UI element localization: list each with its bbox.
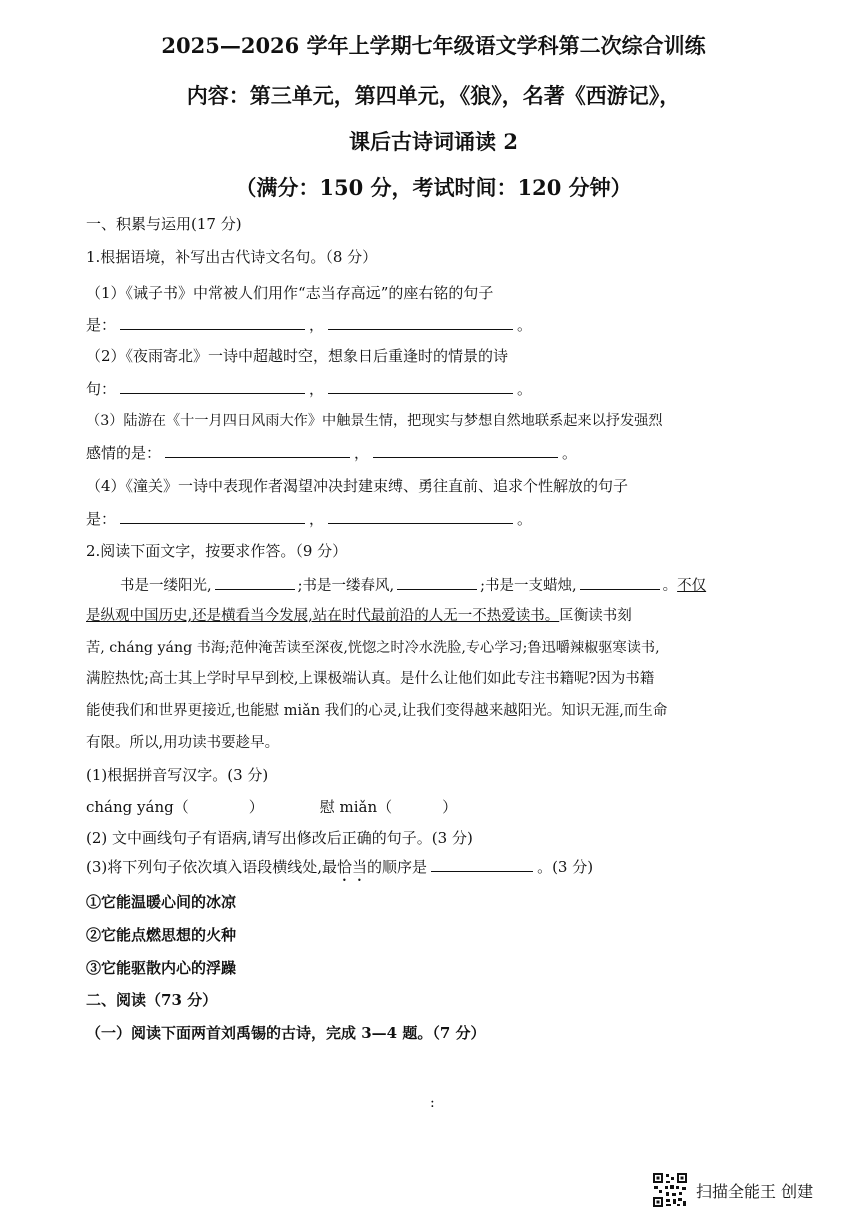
content-line: 内容：第三单元，第四单元，《狼》，名著《西游记》， — [186, 83, 681, 108]
order-answer-blank[interactable] — [431, 856, 533, 872]
passage-line-1 — [120, 574, 706, 597]
q1-item-2-line1: （2）《夜雨寄北》一诗中超越时空，想象日后重逢时的情景的诗 — [86, 347, 509, 365]
passage-text: ;书是一缕春风, — [297, 578, 395, 594]
period: 。 — [562, 444, 578, 462]
option-1: ①它能温暖心间的冰凉 — [86, 893, 237, 911]
sub3-text: (3)将下列句子依次填入语段横线处,最 — [86, 858, 338, 876]
passage-line-2 — [86, 605, 632, 627]
pinyin-bracket: ） — [442, 798, 458, 816]
emphasized-word: 恰当 — [337, 858, 368, 876]
passage-text: ;书是一支蜡烛, — [480, 578, 577, 594]
q1-item-1-line2 — [86, 314, 532, 336]
sub3-text: 。(3 分) — [537, 858, 594, 876]
answer-lead: 感情的是： — [86, 444, 162, 462]
answer-lead: 句： — [86, 380, 117, 398]
period: 。 — [517, 510, 533, 528]
q1-item-1-line1: （1）《诫子书》中常被人们用作“志当存高远”的座右铭的句子 — [86, 284, 494, 302]
answer-blank[interactable] — [328, 378, 513, 394]
passage-blank[interactable] — [397, 574, 477, 590]
answer-blank[interactable] — [165, 442, 350, 458]
sub3-text: 的顺序是 — [367, 858, 428, 876]
scanner-brand-label: 扫描全能王 创建 — [696, 1181, 814, 1201]
underlined-sentence: 是纵观中国历史,还是横看当今发展,站在时代最前沿的人无一不热爱读书。 — [86, 608, 560, 624]
passage-line-4: 满腔热忱;高士其上学时早早到校,上课极端认真。是什么让他们如此专注书籍呢?因为书籍 — [86, 671, 655, 687]
comma: ， — [309, 316, 325, 334]
answer-blank[interactable] — [373, 442, 558, 458]
section2-heading: 二、阅读（73 分） — [86, 991, 218, 1009]
pinyin-bracket: ） — [248, 798, 264, 816]
content-line-2: 课后古诗词诵读 2 — [349, 129, 518, 154]
passage-line-5: 能使我们和世界更接近,也能慰 miǎn 我们的心灵,让我们变得越来越阳光。知识无涯,而生命 — [86, 703, 668, 719]
period: 。 — [517, 316, 533, 334]
q1-prompt: 1.根据语境，补写出古代诗文名句。（8 分） — [86, 248, 378, 266]
q1-item-3-line2 — [86, 442, 577, 464]
score-time: （满分：150 分，考试时间：120 分钟） — [235, 175, 632, 200]
q1-item-4-line2 — [86, 508, 532, 530]
section1-heading: 一、积累与运用(17 分) — [86, 215, 242, 233]
sub-question-3 — [86, 856, 593, 885]
passage-blank[interactable] — [215, 574, 295, 590]
q1-item-3-line1: （3）陆游在《十一月四日风雨大作》中触景生情，把现实与梦想自然地联系起来以抒发强烈 — [86, 413, 663, 429]
pinyin-row — [86, 796, 457, 818]
answer-blank[interactable] — [328, 314, 513, 330]
sub-question-2: (2) 文中画线句子有语病,请写出修改后正确的句子。(3 分) — [86, 829, 473, 847]
comma: ， — [309, 380, 325, 398]
q2-prompt: 2.阅读下面文字，按要求作答。（9 分） — [86, 542, 348, 560]
stray-mark: : — [430, 1095, 435, 1111]
answer-lead: 是： — [86, 316, 117, 334]
option-3: ③它能驱散内心的浮躁 — [86, 959, 237, 977]
passage-line-6: 有限。所以,用功读书要趁早。 — [86, 735, 280, 751]
answer-lead: 是： — [86, 510, 117, 528]
answer-blank[interactable] — [328, 508, 513, 524]
pinyin-label: cháng yáng（ — [86, 798, 189, 816]
option-2: ②它能点燃思想的火种 — [86, 926, 237, 944]
comma: ， — [354, 444, 370, 462]
answer-blank[interactable] — [120, 508, 305, 524]
period: 。 — [517, 380, 533, 398]
passage-text: 书是一缕阳光, — [120, 578, 212, 594]
comma: ， — [309, 510, 325, 528]
sub-question-1: (1)根据拼音写汉字。(3 分) — [86, 766, 269, 784]
answer-blank[interactable] — [120, 378, 305, 394]
answer-blank[interactable] — [120, 314, 305, 330]
section2-part1: （一）阅读下面两首刘禹锡的古诗，完成 3—4 题。（7 分） — [86, 1024, 486, 1042]
passage-text: 。 — [662, 578, 678, 594]
passage-blank[interactable] — [580, 574, 660, 590]
underlined-sentence: 不仅 — [677, 578, 707, 594]
q1-item-2-line2 — [86, 378, 532, 400]
scanner-watermark — [652, 1172, 813, 1208]
passage-line-3: 苦, cháng yáng 书海;范仲淹苦读至深夜,恍惚之时冷水洗脸,专心学习;鲁迅嚼辣椒驱寒读书, — [86, 640, 660, 656]
pinyin-label: 慰 miǎn（ — [319, 798, 393, 816]
qr-code-icon — [652, 1172, 688, 1208]
passage-text: 匡衡读书刻 — [559, 608, 632, 624]
exam-title: 2025—2026 学年上学期七年级语文学科第二次综合训练 — [161, 33, 706, 58]
q1-item-4-line1: （4）《潼关》一诗中表现作者渴望冲决封建束缚、勇往直前、追求个性解放的句子 — [86, 477, 629, 495]
